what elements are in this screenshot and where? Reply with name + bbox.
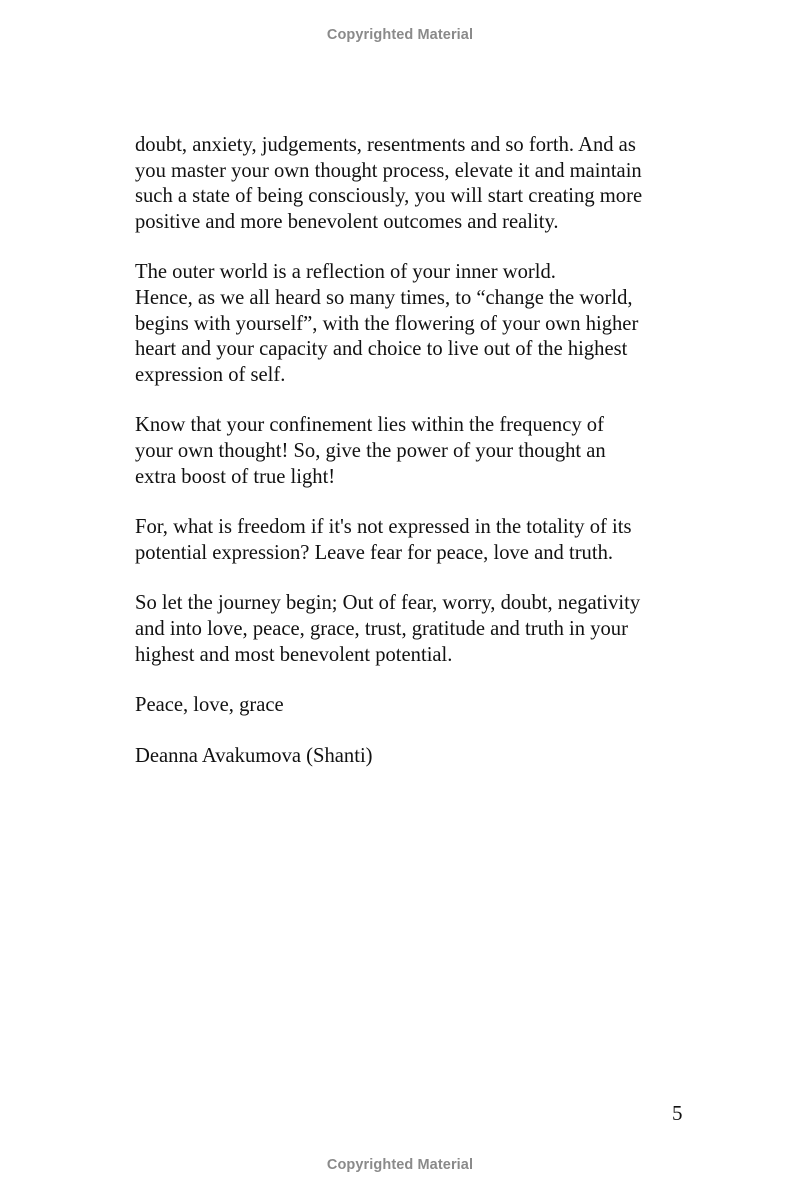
text-line: So let the journey begin; Out of fear, worry, doubt, negativity bbox=[135, 592, 641, 615]
text-line: Deanna Avakumova (Shanti) bbox=[135, 744, 373, 767]
text-line: Know that your confinement lies within the frequency of bbox=[135, 414, 604, 437]
paragraph-3 bbox=[135, 413, 705, 490]
text-line: Peace, love, grace bbox=[135, 694, 284, 717]
paragraph-4 bbox=[135, 515, 705, 566]
page-body bbox=[135, 133, 705, 794]
closing-salutation bbox=[135, 693, 705, 719]
copyright-watermark-bottom: Copyrighted Material bbox=[326, 1157, 474, 1173]
text-line: positive and more benevolent outcomes and reality. bbox=[135, 210, 559, 233]
text-line: such a state of being consciously, you will start creating more bbox=[135, 185, 643, 208]
text-line: expression of self. bbox=[135, 363, 286, 386]
text-line: The outer world is a reflection of your inner world. bbox=[135, 261, 556, 284]
text-line: begins with yourself”, with the flowering of your own higher bbox=[135, 312, 639, 335]
page-number: 5 bbox=[672, 1101, 683, 1125]
text-line: potential expression? Leave fear for peace, love and truth. bbox=[135, 541, 614, 564]
author-signature bbox=[135, 744, 705, 770]
text-line: Hence, as we all heard so many times, to “change the world, bbox=[135, 286, 633, 309]
text-line: your own thought! So, give the power of your thought an bbox=[135, 439, 606, 462]
paragraph-1 bbox=[135, 133, 705, 235]
copyright-watermark-top: Copyrighted Material bbox=[326, 27, 474, 43]
text-line: heart and your capacity and choice to live out of the highest bbox=[135, 338, 628, 361]
paragraph-5 bbox=[135, 591, 705, 668]
text-line: and into love, peace, grace, trust, gratitude and truth in your bbox=[135, 617, 628, 640]
text-line: doubt, anxiety, judgements, resentments and so forth. And as bbox=[135, 134, 636, 156]
text-line: you master your own thought process, elevate it and maintain bbox=[135, 159, 642, 182]
text-line: highest and most benevolent potential. bbox=[135, 643, 453, 666]
paragraph-2 bbox=[135, 260, 705, 388]
text-line: extra boost of true light! bbox=[135, 465, 336, 488]
text-line: For, what is freedom if it's not expressed in the totality of its bbox=[135, 516, 632, 539]
